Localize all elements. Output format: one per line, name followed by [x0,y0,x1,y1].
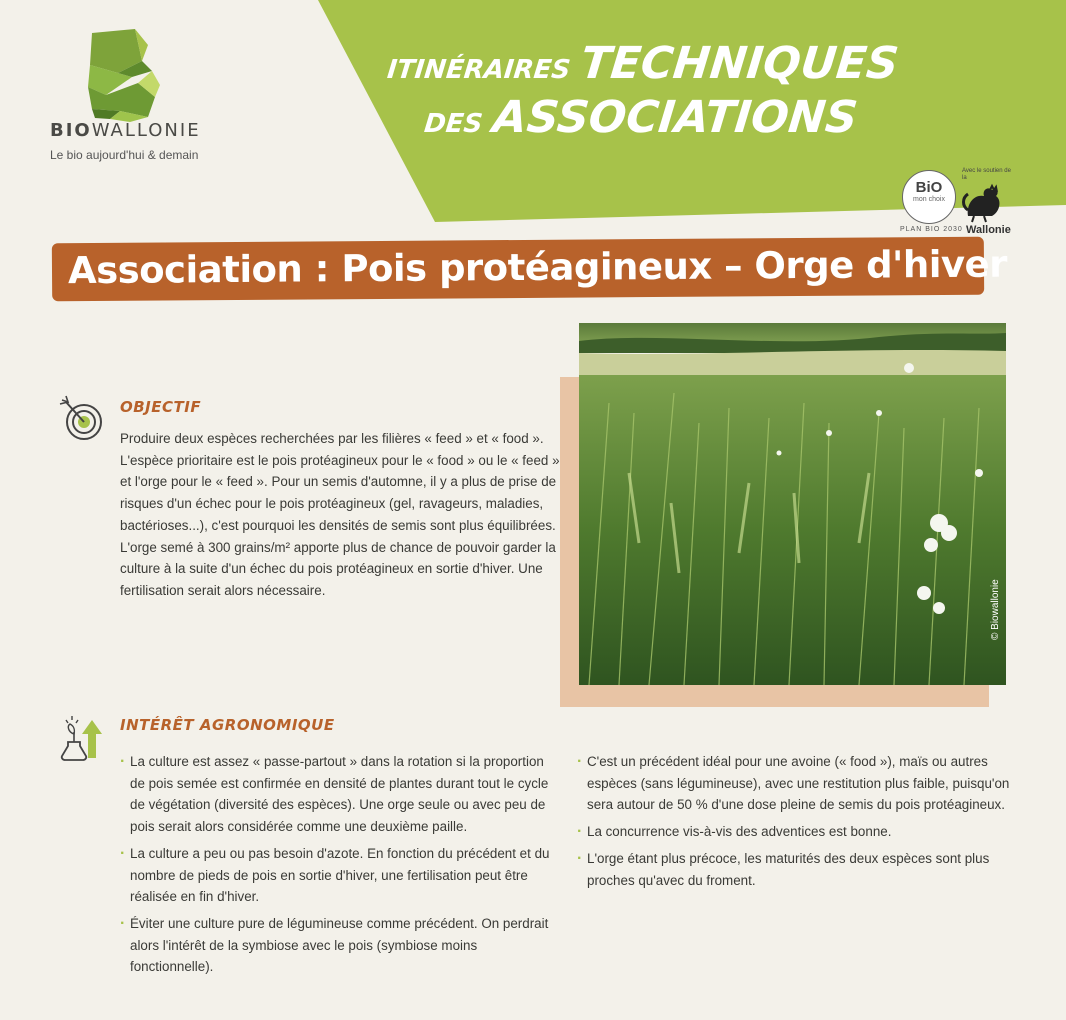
logo-name: BIOWALLONIE [50,120,201,141]
wallonie-support-label: Avec le soutien de la [962,168,1011,181]
header-title-line1 [385,38,901,89]
agronomic-title: INTÉRÊT AGRONOMIQUE [120,716,335,734]
plan-bio-label: PLAN BIO 2030 [900,226,963,233]
main-title: Association : Pois protéagineux – Orge d'hiver [67,242,1008,293]
header-title-line2 [422,92,860,143]
list-item: · La culture est assez « passe-partout » dans la rotation si la proportion de pois semée est confirmée en densité de plantes durant tout le cycle de végétation (diversité des espèces). Une orge seule ou avec peu de pois serait alors considérée comme une deuxième paille. [120,751,556,838]
title-associations: ASSOCIATIONS [490,92,860,143]
photo-credit: © Biowallonie [990,579,1001,640]
list-item: · La culture a peu ou pas besoin d'azote. En fonction du précédent et du nombre de pieds de pois en sortie d'hiver, une fertilisation peut être réalisée en fin d'hiver. [120,843,556,908]
target-icon [58,394,108,444]
title-techniques: TECHNIQUES [578,38,901,89]
rooster-icon [960,182,1008,224]
title-itineraires: ITINÉRAIRES [385,55,572,85]
plant-growth-icon [58,712,108,762]
logo-tagline: Le bio aujourd'hui & demain [50,148,199,162]
title-des: DES [422,109,484,139]
agronomic-list-left [120,751,556,983]
objective-title: OBJECTIF [120,398,202,416]
wallonie-label: Wallonie [966,224,1011,236]
agronomic-list-right [577,751,1013,896]
list-item: · Éviter une culture pure de légumineuse comme précédent. On perdrait alors l'intérêt de la symbiose avec le pois (symbiose moins fonctionnelle). [120,913,556,978]
list-item: · L'orge étant plus précoce, les maturités des deux espèces sont plus proches qu'avec du froment. [577,848,1013,891]
field-photo [579,323,1006,685]
objective-text: Produire deux espèces recherchées par les filières « feed » et « food ». L'espèce prioritaire est le pois protéagineux pour le « food » ou le « feed » et l'orge pour le « feed ». Pour un semis d'automne, il y a plus de prise de risques d'un échec pour le pois protéagineux (gel, ravageurs, maladies, bactérioses...), c'est pourquoi les densités de semis sont plus équilibrées. L'orge semé à 300 grains/m² apporte plus de chance de pouvoir garder la culture à la suite d'un échec du pois protéagineux en sortie d'hiver. Une fertilisation serait alors nécessaire. [120,431,560,598]
main-title-bar [52,237,1008,302]
list-item: · La concurrence vis-à-vis des adventices est bonne. [577,821,1013,843]
bio-mon-choix-badge: BiO mon choix [902,170,956,224]
list-item: · C'est un précédent idéal pour une avoine (« food »), maïs ou autres espèces (sans légumineuse), avec une restitution plus faible, puisqu'on sera autour de 50 % d'une dose pleine de semis du pois protéagineux. [577,751,1013,816]
